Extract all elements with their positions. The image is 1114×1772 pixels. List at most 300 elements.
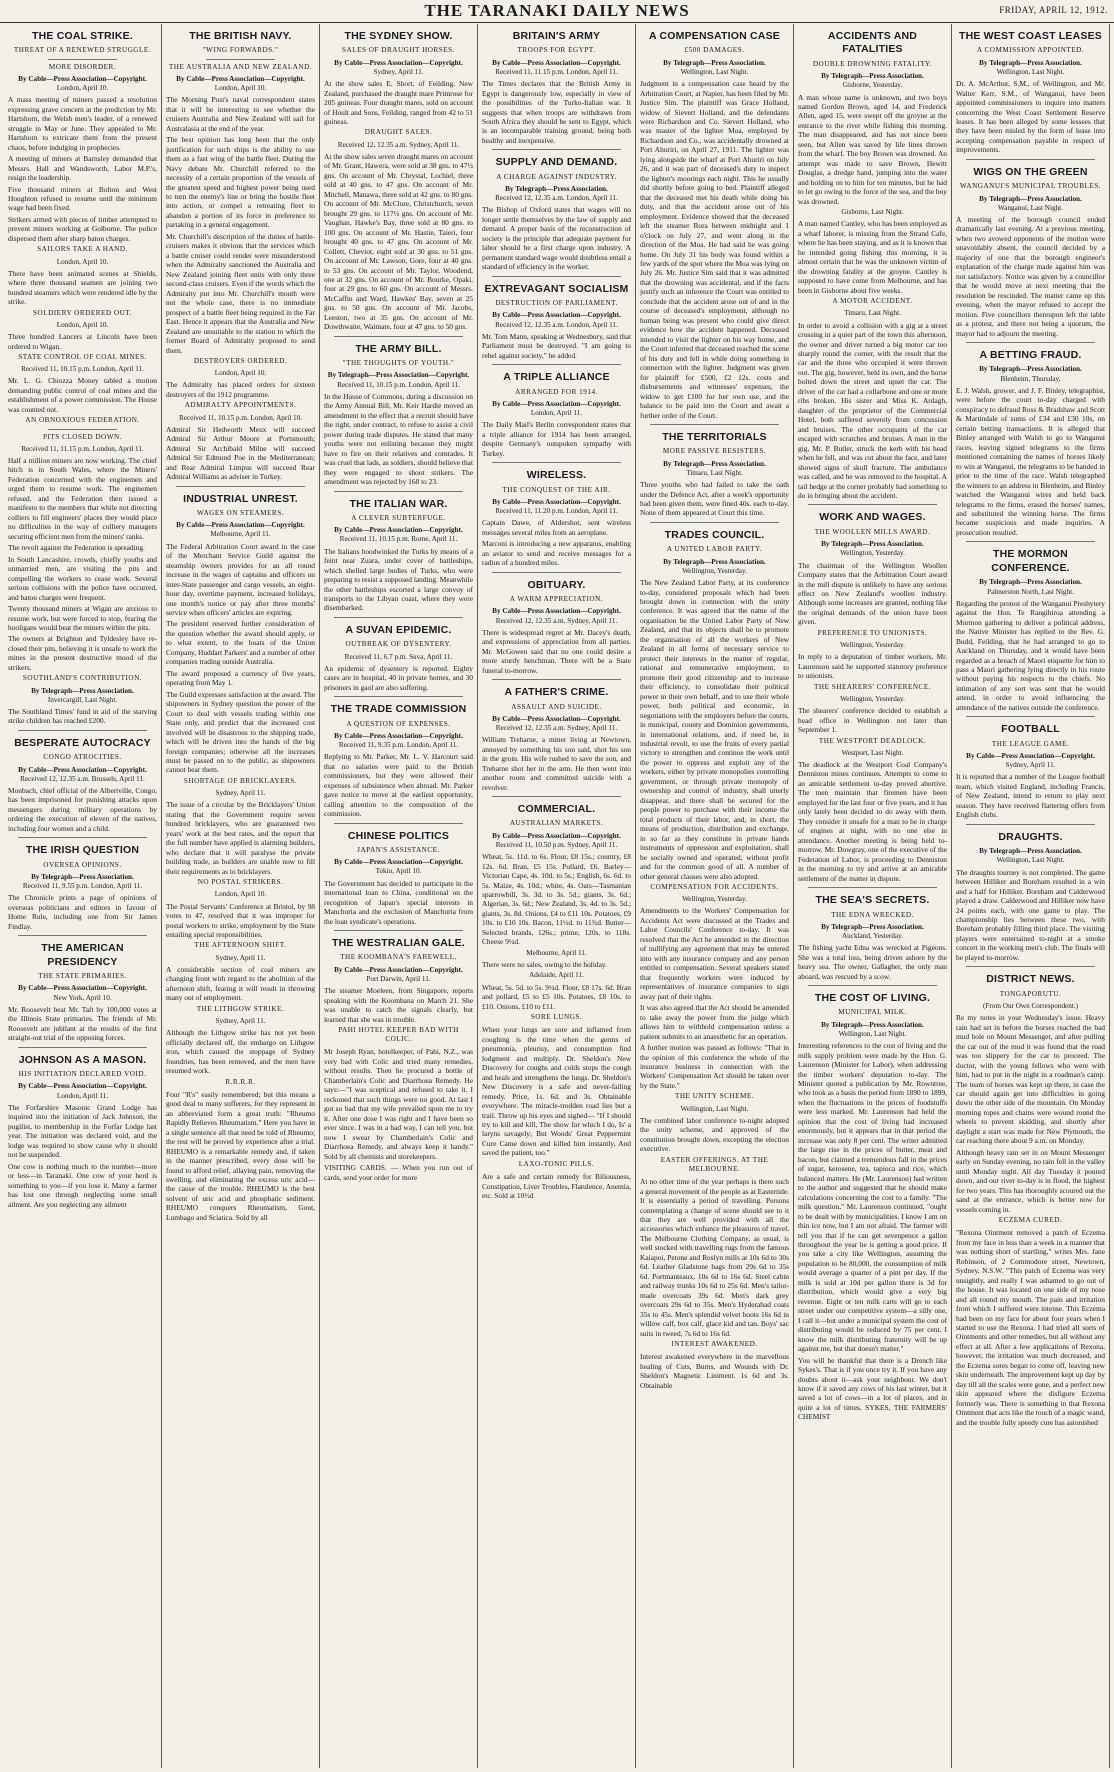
column-rule [492,679,621,680]
dateline: Received 12, 12.35 a.m. Brussels, April 11. [20,774,145,783]
dateline: London, April 10. [214,84,267,93]
article-paragraph: Amendments to the Workers' Compensation for Accidents Act were discussed at the Trades and Labor Councils' Conference to-day. It was resolved that the Act be amended in the direction of nullifying any agreement that may be entered into with any insurance company and any person entitled to compensation. Several speakers stated that frequently workers were induced by representatives of insurance companies to sign away part of their rights. [640,906,789,1001]
article-headline: DRAUGHTS. [998,830,1063,843]
dateline: London, April 10. [214,890,267,899]
wire-credit: By Telegraph—Press Association. [979,58,1082,67]
dateline: Palmerston North, Last Night. [987,587,1074,596]
dateline: Invercargill, Last Night. [47,695,118,704]
column-rule [966,966,1095,967]
wire-credit: By Cable—Press Association—Copyright. [18,765,147,774]
article-subheading: WAGES ON STEAMERS. [196,509,285,518]
dateline: Auckland, Yesterday. [841,931,903,940]
article-paragraph: A mass meeting of miners passed a resolution expressing grave concern at the prediction by Mr. Hartshorn, the Welsh men's leader, of a renewed struggle in May or June. They appealed to Mr. Hartshorn to extricate them from the present chaos, before indulging in prophecies. [8,95,157,152]
article-paragraph: A meeting of miners at Barnsley demanded that Messrs. Hall and Wandsworth, Labor M.P.'s, resign the leadership. [8,154,157,183]
article-subheading: MORE PASSIVE RESISTERS. [662,447,767,456]
article-subheading: MUNICIPAL MILK. [838,1008,907,1017]
article-paragraph: A further motion was passed as follows: "That in the opinion of this conference the whole of the insurance business in connection with the Workers' Compensation Act should be taken over by the State." [640,1043,789,1090]
article-subheading: WANGANUI'S MUNICIPAL TROUBLES. [959,182,1102,191]
article-subheading: A CHARGE AGAINST INDUSTRY. [496,172,617,181]
article-paragraph: The deadlock at the Westport Coal Company's Denniston mines continues. Attempts to come to an amicable settlement to-day proved abortive. The men maintain that firemen have been employed for the last four or five years, and it has only lately been decided to do away with them. They consider it unsafe for a man to be in charge of engines at night, with no one else in attendance. Another meeting is being held to-morrow. Mr. Dowgray, one of the executive of the Federation of Labor, is proceeding to Denniston in the morning to try and arrive at an amicable settlement of the matter in dispute. [798,759,947,883]
article-subheading: "WING FORWARDS." [202,46,279,55]
article-subheading: PREFERENCE TO UNIONISTS. [817,628,928,637]
article-subheading: A QUESTION OF EXPENSES. [346,719,451,728]
article-subheading: JAPAN'S ASSISTANCE. [357,846,440,855]
article-paragraph: Twenty thousand miners at Wigan are anxious to resume work, but were forced to stop, fearing the hooligans would beat the miners within the pits. [8,604,157,632]
article-subheading: INTEREST AWAKENED. [671,1340,758,1349]
article-subheading: ADMIRALTY APPOINTMENTS. [184,401,297,410]
article-headline: TRADES COUNCIL. [664,528,765,541]
column-rule [18,1047,147,1048]
article-paragraph: The Daily Mail's Berlin correspondent states that a triple alliance for 1914 has been arranged, despite Germany's outspoken sympathy with Turkey. [482,420,631,458]
article-subheading: STATE CONTROL OF COAL MINES. [18,353,147,362]
article-paragraph: Although the Lithgow strike has not yet been officially declared off, the embargo on Lithgow iron, which caused the stoppage of Sydney foundries, has been removed, and the men have resumed work. [166,1028,315,1076]
article-subheading: ARRANGED FOR 1914. [515,387,598,396]
article-paragraph: In order to avoid a collision with a gig at a street crossing in a quiet part of the town this afternoon, the owner and driver turned a big motor car too sharply round the corner, with the result that the car and the three who occupied it were thrown out. The gig, however, held its own, and the horse bolted down the street and upset the car. The driver of the car had a collarbone and one or more ribs broken. His sister and Miss K. Ardagh, daughter of the proprietor of the Commercial Hotel, both suffered severely from concussion and bruises. The other occupants of the car escaped with scratches and bruises. A man in the gig, Mr. P. Butler, struck the kerb with his head when he fell, and was cut about the face, and later showed signs of skull fracture. The ambulance was called, and he was removed to the hospital. A tail hedge at the corner probably had something to do in bringing about the accident. [798,320,947,500]
column-rule [334,696,463,697]
article-headline: THE WESTRALIAN GALE. [332,937,465,950]
dateline: Wellington, Last Night. [996,856,1065,865]
article-subheading: THE AUSTRALIA AND NEW ZEALAND. [168,62,313,71]
dateline: Received 11, 10.15 p.m. London, April 10. [178,413,303,422]
wire-credit: By Telegraph—Press Association. [979,194,1082,203]
dateline: London, April 10. [56,84,109,93]
wire-credit: By Telegraph—Press Association. [31,873,134,881]
article-headline: A COMPENSATION CASE [649,30,780,42]
wire-credit: By Cable—Press Association—Copyright. [492,399,621,408]
dateline: Wellington, Yesterday. [840,549,905,558]
article-headline: SUPPLY AND DEMAND. [495,156,618,169]
column-rule [334,823,463,824]
article-subheading: £500 DAMAGES. [684,46,745,55]
article-paragraph: You will be thankful that there is a Drench like Sykes's. That is if you once try it. If you have any doubts about it—ask your neighbour. We don't know if it saved any cows of his last winter, but it saved a lot of cows—in a lot of places, and in quite a lot of times. SYKES, THE FARMERS' CHEMIST [798,1355,947,1422]
dateline: Sydney, April 11. [215,1016,266,1025]
wire-credit: By Telegraph—Press Association. [505,185,608,194]
article-paragraph: VISITING CARDS. — When you run out of cards, send your order for more [324,1163,473,1182]
article-paragraph: An epidemic of dysentery is reported. Eighty cases are in hospital, 40 in private homes, and 30 prisoners in gaol are also suffering. [324,663,473,692]
article-paragraph: It was also agreed that the Act should be amended to take away the power from the judge which allows him to withhold compensation unless a patient submits to an anaesthetic for an operation. [640,1003,789,1041]
column-rule [18,730,147,731]
article-paragraph: The chairman of the Wellington Woollen Company states that the Arbitration Court award in the mill dispute is unlikely to have any serious effect on New Zealand's woollen industry. Although some increases are granted, nothing like the original demands of the union have been given. [798,560,947,627]
article-subheading: MORE DISORDER. [48,62,117,71]
column-rule [966,342,1095,343]
article-headline: THE COAL STRIKE. [31,30,133,42]
article-paragraph: Admiral Sir Hedworth Meux will succeed Admiral Sir Arthur Moore at Portsmouth; Admiral Sir Archibald Milne will succeed Admiral Sir Edmund Poe in the Mediterranean; and Rear Admiral Limpus will succeed Rear Admiral Williams as adviser in Turkey. [166,424,315,482]
column-rule [966,159,1095,160]
article-subheading: SAILORS TAKE A HAND. [37,245,128,254]
column-rule [334,617,463,618]
dateline: Sydney, April 11. [215,789,266,798]
article-paragraph: When your lungs are sore and inflamed from coughing is the time when the germs of pneumonia, pleurisy, and consumption find lodgment and multiply. Dr. Sheldon's New Discovery for coughs and colds stops the cough and heals and strengthens the lungs. Dr. Sheldon's New Discovery is a safe and never-failing remedy. Price, 1s. 6d. and 3s. Obtainable everywhere. The miracle-trodden road lies but a trail. Throw up his eyes and sighed— "If I should try to kill and kill, The show for which I do, Is' a laryns savagely; But Woods' Great Peppermint Cure Came down and killed him instantly, And saved the patient, too." [482,1025,631,1158]
wire-credit: By Telegraph—Press Association. [663,459,766,468]
column-rule [808,985,937,986]
dateline: Received 11, 9.35 p.m. London, April 11. [338,741,459,750]
article-subheading: ECZEMA CURED. [998,1216,1063,1225]
dateline: Received 11, 11.20 p.m. London, April 11. [495,507,618,516]
news-columns [4,24,1110,1768]
dateline: Melbourne, April 11. [210,530,271,539]
dateline: Blenheim, Thursday. [1000,374,1061,383]
article-paragraph: In South Lancashire, crowds, chiefly youths and unmarried men, are visiting the pits and compelling the workers to cease work. Several serious collisions with the police have occurred, and baton charges were frequent. [8,554,157,602]
article-paragraph: At no other time of the year perhaps is there such a general movement of the people as at Eastertide. It is essentially a period of travelling. Persons contemplating a change of scene should see to it that they are well provided with all the accessories which enhance the pleasures of travel. The Melbourne Clothing Company, as usual, is well stocked with travelling rugs from the famous Kaiapoi, Petone and Roslyn mills at 10s 6d to 30s 6d. Leather Gladstone bags from 29s 6d to 35s 6d. Portmanteaux, 10s 6d to 16s 6d. Steel cabin and railway trunks 10s 6d to 25s 6d. Men's tailor-made overcoats 39s 6d. Men's dark grey overcoats 29s 6d to 35s. Men's Hyderabad coats 35s to 45s. Men's splendid velvet boots 16s 6d in willow calf, box calf, glace kid and tan. Boys' sac suits in tweed, 7s 6d to 16s 6d. [640,1177,789,1338]
article-headline: DISTRICT NEWS. [986,973,1075,986]
dateline: Adelaide, April 11. [529,971,584,980]
column-rule [808,887,937,888]
column-rule [176,486,305,487]
article-paragraph: Five thousand miners at Bolton and West Houghton refused to resume until the minimum wage had been fixed. [8,184,157,213]
article-paragraph: A meeting of the borough council ended dramatically last evening. At a previous meeting, when two avowed opponents of the motion were unavoidably absent, the council decided by a majority of one that the borough engineer's explanation of the charge made against him was not satisfactory. Notice was given by a councillor that he would move at next meeting that the resolution be rescinded. The matter came up this evening, when the mayor refused to accept the motion. Five councillors thereupon left the table as a protest, and there not being a quorum, the mayor had to adjourn the meeting. [956,214,1105,338]
article-paragraph: The fishing yacht Edna was wrecked at Pigeons. She was a total loss, being driven ashore by the heavy sea. The owner, Gallagher, the only man aboard, was rescued by a scow. [798,943,947,981]
wire-credit: By Telegraph—Press Association. [821,1020,924,1029]
article-headline: THE TRADE COMMISSION [330,703,467,716]
article-paragraph: Captain Dawe, of Aldershot, sent wireless messages several miles from an aeroplane. [482,518,631,537]
article-paragraph: The New Zealand Labor Party, at its conference to-day, considered proposals which had been brought down in connection with the unity conference. It was agreed that the name of the organisation be the United Labor Party of New Zealand, and that its objects shall be to promote the organisation of all the workers of New Zealand in all forms of necessary service to protect their interests in the matter of regular, rational and remunerative employment, to promote their good citizenship and to increase their efficiency, to consolidate their political power in their own behalf, and to use their whole power, both political and economic, in negotiations with the employers before the courts, in municipal, county and Dominion governments, in international relations, and, if need be, in industrial revolt, to use the fruits of every partial victory to strengthen and continue the work until the power to oppress and exploit any of the workers, either by private monopolies controlling government, or through private monopoly of ownership and control of industry, shall utterly disappear, and there shall be secured for the people power to purchase with their income the total products of their labor, and, in short, the means of production, distribution and exchange, in so far as they constitute in private hands instruments of oppression and exploitation, shall be socially owned and operated, without profit and for the common good of all. A number of other general clauses were also adopted. [640,578,789,881]
article-paragraph: One cow is nothing much to the number—more or less—in Taranaki. One cow of your herd is something to you—if you lose it. Many a farmer has lost one through neglecting some small ailment. Are you neglecting any ailment [8,1161,157,1209]
wire-credit: By Cable—Press Association—Copyright. [492,58,621,67]
article-headline: INDUSTRIAL UNREST. [183,492,298,505]
article-paragraph: "Rexona Ointment removed a patch of Eczema from my face in less than a week in a manner that was nothing short of startling," writes Mrs. Jane Robinson, of 2 Commodore street, Newtown, Sydney, N.S.W. "This patch of Eczema was very unsightly, and really I was ashamed to go out of the house. It was located on one side of my nose and all round my mouth. The pain and irritation from which I suffered were intense. This Eczema had been on my face for about four years when I started to use the Rexona. I had tried all sorts of Ointments and other remedies, but all without any effect at all. After a few applications of Rexona, however, the irritation was much decreased, and the Eczema sores began to come off, leaving new skin underneath. The improvement kept up day by day till all the scales were gone, and a perfect new skin appeared where the disfigure Eczema formerly was. There is something in that Rexona Ointment that acts like the touch of a magic wand, and the trouble fully speedy cure has astonished [956,1228,1105,1427]
dateline: Gisborne, Yesterday. [842,81,903,90]
dateline: Wanganui, Last Night. [998,203,1063,212]
dateline: Received 12, 12.35 a.m. London, April 11. [495,320,618,329]
article-subheading: THE WESTPORT DEADLOCK. [818,736,927,745]
issue-date: FRIDAY, APRIL 12, 1912. [999,5,1108,15]
article-subheading: SALES OF DRAUGHT HORSES. [342,46,455,55]
article-paragraph: The draughts tourney is not completed. The game between Hilliker and Boreham resulted in a win and a half for Hilliker. Boreham and Calderwood played a draw. Calderwood and Hilliker now have 24 points each, with one game to play. The championship lies between these two, with Boreham probably filling third place. The visiting players were entertained to-night at a smoke concert in the working men's club. The finals will be played to-morrow. [956,867,1105,962]
article-headline: THE SYDNEY SHOW. [344,30,453,42]
article-subheading: THE KOOMBANA'S FAREWELL. [340,953,457,962]
article-paragraph: William Treharne, a miner living at Newtown, annoyed by something his son said, shot his son in the groin. His wife rushed to save the son, and Treharne shot her in the arm. He then went into another room and committed suicide with a revolver. [482,735,631,792]
article-headline: CHINESE POLITICS [347,829,450,842]
article-paragraph: Mr. L. G. Chiozza Money tabled a motion demanding public control of coal mines and the establishment of a power commission. The House was counted out. [8,376,157,414]
wire-credit: By Cable—Press Association—Copyright. [176,521,305,530]
dateline: Received 11, 10.15 p.m. Rome, April 11. [339,535,458,544]
article-paragraph: The shearers' conference decided to establish a head office in Wellington not later than September 1. [798,706,947,735]
article-headline: WIRELESS. [526,469,587,482]
article-headline: FOOTBALL [1001,723,1060,736]
article-headline: A BETTING FRAUD. [979,349,1082,362]
dateline: Wellington, Last Night. [680,67,749,76]
article-subheading: SOLDIERY ORDERED OUT. [33,308,132,317]
article-paragraph: The Postal Servants' Conference at Bristol, by 98 votes to 47, resolved that it was improper for postal workers to strike, employment by the State entailing special responsibilities. [166,901,315,939]
column-rule [808,504,937,505]
wire-credit: By Cable—Press Association—Copyright. [18,74,147,83]
article-headline: ACCIDENTS AND FATALITIES [827,30,918,56]
article-headline: A TRIPLE ALLIANCE [503,371,610,384]
article-headline: WIGS ON THE GREEN [973,165,1088,178]
article-paragraph: The Times declares that the British Army in Egypt is dangerously low, especially in view of the possibilities of the Turko-Italian war. It suggests that when troops are withdrawn from South Africa they should be sent to Egypt, which is an incomparable training ground, being both healthy and inexpensive. [482,79,631,145]
dateline: London, April 11. [530,409,583,418]
wire-credit: By Cable—Press Association—Copyright. [492,497,621,506]
article-subheading: DESTROYERS ORDERED. [193,356,288,365]
dateline: Received 12, 12.35 a.m. London, April 11. [495,194,618,203]
news-column [162,24,320,1768]
wire-credit: By Telegraph—Press Association. [979,847,1082,856]
dateline: Wellington, Yesterday. [682,895,747,904]
article-headline: THE BRITISH NAVY. [189,30,292,42]
column-rule [334,930,463,931]
column-rule [966,824,1095,825]
article-headline: THE COST OF LIVING. [814,992,931,1005]
article-paragraph: Replying to Mr. Parker, Mr. L. V. Harcourt said that no salaries were paid to the British commissioners, but they were allowed their expenses of subsistence when abroad. Mr. Parker gave notice to move at the earliest opportunity, calling attention to the composition of the commission. [324,752,473,819]
column-rule [492,796,621,797]
wire-credit: By Cable—Press Association—Copyright. [18,1082,147,1091]
article-subheading: CONGO ATROCITIES. [43,753,122,762]
article-subheading: TONGAPORUTU. [999,989,1062,998]
article-subheading: THE EDNA WRECKED. [831,910,914,919]
article-paragraph: Mr. Tom Mann, speaking at Wednesbury, said that Parliament must be destroyed. "I am going to rebel against society," he added. [482,331,631,360]
article-paragraph: The Italians hoodwinked the Turks by means of a feint near Zuara, under cover of battleships, which shelled large bodies of Turks, who were preparing to resist a supposed landing. Meanwhile the other battleships escorted a large convoy of transports to the Libyan coast, where they were disembarked. [324,546,473,613]
article-paragraph: Dr. A. McArthur, S.M., of Wellington, and Mr. Walter Kerr, S.M., of Wanganui, have been appointed commissioners to inquire into matters concerning the West Coast Settlement Reserve leases. It has been alleged by some lessees that they have been misled by the form of lease into accepting compensation payable in respect of improvements. [956,79,1105,155]
article-paragraph: The Admiralty has placed orders for sixteen destroyers of the 1912 programme. [166,380,315,399]
article-paragraph: It is reported that a number of the League football team, which visited England, including Francis, of New Zealand, intend to return to play next season. They have received flattering offers from English clubs. [956,772,1105,820]
article-headline: THE IRISH QUESTION [25,844,140,857]
article-paragraph: A considerable section of coal miners are changing front with regard to the abolition of the afternoon shift, fearing it will result in throwing many out of employment. [166,964,315,1003]
wire-credit: By Cable—Press Association—Copyright. [176,74,305,83]
wire-credit: By Telegraph—Press Association. [979,365,1082,374]
dateline: Received 11, 11.15 p.m. London, April 11. [495,67,618,76]
news-column [794,24,952,1768]
dateline: Received 12, 12.35 a.m. Sydney, April 11. [495,723,618,732]
dateline: Wellington, Last Night. [996,67,1065,76]
column-rule [492,462,621,463]
article-paragraph: Mr. Churchill's description of the duties of battle-cruisers makes it obvious that the services which a battle cruiser could render were misunderstood when the Admiralty sanctioned the Australia and New Zealand joining fleet units with only three second-class cruisers. Even if the words which the Admiralty put into Mr. Churchill's mouth were not the whole case, there is no immediate prospect of a battle fleet being required in the Far East. Hence it appears that the Australia and New Zealand are unsuitable to the station to which the former Board of Admiralty proposed to send them. [166,231,315,355]
column-rule [334,491,463,492]
wire-credit: By Telegraph—Press Association. [979,578,1082,587]
dateline: Received 11, 10.50 p.m. Sydney, April 11. [495,840,618,849]
article-subheading: SORE LUNGS. [530,1013,583,1022]
article-paragraph: Four "R's" easily remembered; but this means a good deal to many sufferers, for they represent in an abbreviated form a great truth: "Rheumo Rapidly Relieves Rheumatism." Here you have in a single sentence all that need be told of Rheumo; the rest will be proved by experience after a trial. RHEUMO is a remarkable remedy and, if taken in the manner prescribed, every dose will be found to afford relief, allaying pain, removing the swelling, and eliminating the excess uric acid—the cause of the trouble. RHEUMO is the best solvent of uric acid and phosphatic sediment. RHEUMO conquers Rheumatism, Gout, Lumbago and Sciatica. Sold by all [166,1089,315,1222]
article-paragraph: In reply to a deputation of timber workers, Mr. Laurenson said he supported statutory preference to unionists. [798,652,947,681]
article-headline: BRITAIN'S ARMY [512,30,601,42]
article-paragraph: Interesting references to the cost of living and the milk supply problem were made by the Hon. G. Laurenson (Minister for Labor), when addressing the timber workers' deputation to-day. The Minister quoted a publication by Mr. Rowntree, who took as a basis the period from 1890 to 1899, when the fluctuations in the prices of foodstuffs were less marked. Mr. Laurenson had held the opinion that the cost of living had increased enormously, but it appears that in that period the increase was only 8 per cent. The writer admitted the large rise in the prices of butter, meat and bacon, but claimed a tremendous fall in the prices of sugar, kerosene, tea, tapioca and rice, which balanced matters. He (Mr. Laurenson) had written to the author and suggested that he should make calculations concerning the cost to a family. "The milk question," Mr. Laurenson continued, "ought to be dealt with by municipalities. I know I am on thin ice now, but I am not afraid. The farmer will tell you that if he can get sevenpence a gallon throughout the year he is getting a good price. If you take a city like Wellington, assuming the population to be 80,000, the consumption of milk would average a quarter of a pint per day. If the milk is sold at 10d per gallon there is 3d for distribution, which would give a very big revenue. Eight or ten milk carts will go to each street under our competitive system—a silly one, I call it—but under a municipal system the cost of distributing would be reduced by 75 per cent. I know the milk distributing fraternity will be up against me, but that doesn't matter." [798,1041,947,1354]
wire-credit: By Cable—Press Association—Copyright. [492,311,621,320]
article-subheading: A MOTOR ACCIDENT. [832,297,913,306]
column-rule [492,364,621,365]
article-paragraph: There were no sales, owing to the holiday. [482,960,607,969]
article-subheading: COMPENSATION FOR ACCIDENTS. [650,883,779,892]
dateline: Tokio, April 10. [375,867,422,876]
wire-credit: By Cable—Press Association—Copyright. [492,607,621,616]
article-paragraph: Strikers armed with pieces of timber attempted to prevent miners working at Golborne. The police dispersed them after sharp baton charges. [8,214,157,243]
article-paragraph: Three hundred Lancers at Lincoln have been ordered to Wigan. [8,332,157,351]
wire-credit: By Cable—Press Association—Copyright. [334,526,463,535]
article-paragraph: Wheat, 5s. 11d. to 6s. Flour, £8 15s.; country, £8 12s. 6d. Bran, £5 15s. Pollard, £6. Barley—Victorian Cape, 4s. 10d. to 5s.; English, 6s. 6d. to 5s. Maize, 4s. 10d.; white, 4s. Oats—Tasmanian sparrowbill, 3s. 3d. to 3s. 5d.; giants, 3s. 6d.; Algerian, 3s. 6d.; New Zealand, 3s. 4d. to 3s. 5d.; giants, 3s. 8d. Onions, £4 to £11 10s. Potatoes, £9 10s. to £10 10s. Bacon, 11½d. to 11¾d. Butter—Selected brands, 126s.; prime, 120s. to 118s. Cheese 9¼d. [482,852,631,947]
dateline: Received 11, 9.55 p.m. London, April 11. [22,882,143,891]
dateline: Sydney, April 11. [215,953,266,962]
article-paragraph: The Chronicle prints a page of opinions of overseas politicians and editors in favour of Home Rule, including one from Sir James Findlay. [8,893,157,931]
article-subheading: LAXO-TONIC PILLS. [518,1159,595,1168]
newspaper-title: THE TARANAKI DAILY NEWS [424,1,690,20]
wire-credit: By Cable—Press Association—Copyright. [966,752,1095,760]
article-paragraph: Three youths who had failed to take the oath under the Defence Act, after a week's opportunity had been given them, were fined 40s. each to-day. None of them appeared at Court this time. [640,480,789,518]
article-subheading: THE LITHGOW STRIKE. [196,1004,285,1013]
article-paragraph: Interest awakened everywhere in the marvellous healing of Cuts, Burns, and Wounds with Dr. Sheldon's Magnetic Liniment. 1s 6d and 3s. Obtainable [640,1352,789,1390]
article-headline: A SUVAN EPIDEMIC. [345,623,452,636]
article-subheading: PAHI HOTEL KEEPER BAD WITH COLIC. [338,1026,459,1044]
dateline: Wellington, Yesterday. [840,641,905,650]
article-headline: THE TERRITORIALS [662,430,767,443]
wire-credit: By Cable—Press Association—Copyright. [334,58,463,67]
column-rule [492,276,621,277]
dateline: Received 12, 12.35 a.m. Sydney, April 11. [495,616,618,625]
wire-credit: By Telegraph—Press Association. [821,72,924,81]
masthead [0,0,1114,23]
column-rule [492,572,621,573]
article-paragraph: The Government has decided to participate in the international loan to China, conditional on the recognition of Japan's special interests in Manchuria and the exclusion of Manchuria from the loan syndicate's operations. [324,878,473,926]
article-subheading: THE WOOLLEN MILLS AWARD. [814,527,931,536]
article-paragraph: At the show sales E. Short, of Feilding, New Zealand, purchased the draught mare Primrose for 205 guineas. Four draught mares, sold on account of Hoult and Sons, Feilding, ranged from 42 to 51 guineas. [324,79,473,126]
article-paragraph: The issue of a circular by the Bricklayers' Union stating that the Government require seven hundred bricklayers, who are guaranteed two years' work at the best rates, and the report that the full number have applied is alarming builders, who declare that it will paralyse the private building trade, as builders are unable now to fill their requirements as to bricklayers. [166,800,315,876]
article-paragraph: The steamer Moeleen, from Singapore, reports speaking with the Koombana on March 21. She was unable to catch the signals clearly, but learned that she was in trouble. [324,986,473,1024]
article-subheading: DRAUGHT SALES. [364,128,433,137]
article-subheading: THE LEAGUE GAME. [991,739,1070,748]
article-paragraph: Regarding the protest of the Wanganui Presbytery against the Hon. Te Rangihiroa attending a Mormon gathering to deliver a political address, the Native Minister has replied to the Rev. G. Budd, Feilding, that he had arranged to go to Auckland on Thursday, and it would have been regarded as a breach of Maori etiquette for him to pass a Maori gathering lying directly in his route without paying his respects to the chiefs. No intimation of any sort was sent that he would attend, in order to avoid influencing the attendance of the natives outside the conference. [956,598,1105,712]
news-column [636,24,794,1768]
article-subheading: OVERSEA OPINIONS. [43,860,122,869]
article-headline: WORK AND WAGES. [819,511,926,524]
article-paragraph: E. J. Walsh, grower, and J. F. Binley, telegraphist, were before the court to-day charged with conspiracy to defraud Ross & Bradshaw and Scott & Martindale of sums of £34 and £30 10s, on certain betting transactions. It is alleged that Binley arranged with Walsh to go to Wanganui races, leaving signed telegrams to the firms mentioned containing the names of horses likely to win at Wanganui, the telegrams to be handed in prior to the time of the race. Walsh telegraphed the winners to an address in Blenheim, and Binley watched the Wanganui wires and held back telegrams to the firms, erased the horses' names, and substituted the winning horse. The firms became suspicious and made inquiries. A prosecution resulted. [956,385,1105,537]
article-paragraph: Mr Joseph Ryan, hotelkeeper, of Pahi, N.Z., was very bad with Colic and tried many remedies, without results. Then he procured a bottle of Chamberlain's Colic and Diarrhoea Remedy. He says:—"I was sceptical and refused to take it. I reckoned that such things were no good. At last I got so bad that my wife prevailed upon me to try it. After one dose I was right and I have been so ever since. I was in a bad way, I can tell you, but now I swear by Chamberlain's Colic and Diarrhoea Remedy, and always keep it handy." Sold by all chemists and storekeepers. [324,1047,473,1161]
article-paragraph: Marconi is introducing a new apparatus, enabling an aviator to send and receive messages for a radius of a hundred miles. [482,539,631,568]
dateline: London, April 11. [56,1091,109,1100]
article-headline: THE ITALIAN WAR. [349,497,448,510]
article-subheading: DOUBLE DROWNING FATALITY. [812,59,933,68]
dateline: Wellington, Last Night. [680,1104,749,1113]
article-headline: A FATHER'S CRIME. [504,686,609,699]
dateline: Sydney, April 11. [373,67,424,76]
article-subheading: SOUTHLAND'S CONTRIBUTION. [22,674,143,683]
article-subheading: PITS CLOSED DOWN. [43,432,122,441]
dateline: Received 11, 10.15 p.m. London, April 11. [21,365,144,374]
sub-rule [206,59,275,60]
dateline: Timaru, Last Night. [686,468,743,477]
column-rule [492,149,621,150]
article-paragraph: Mr. Roosevelt beat Mr. Taft by 100,000 votes at the Illinois State primaries. The friends of Mr. Roosevelt are jubilant at the results of the first straight-out trial of the opposing forces. [8,1004,157,1043]
news-column [478,24,636,1768]
column-rule [650,522,779,523]
article-headline: THE WEST COAST LEASES [958,30,1103,42]
article-subheading: TROOPS FOR EGYPT. [517,46,596,55]
article-paragraph: The owners at Brighton and Tyldesley have re-closed their pits, believing it is unsafe to work the mines in the present destructive mood of the strikers. [8,634,157,672]
article-subheading: THE SHEARERS' CONFERENCE. [813,682,932,691]
article-subheading: A WARM APPRECIATION. [509,595,604,604]
wire-credit: By Telegraph—Press Association. [31,686,134,695]
dateline: (From Our Own Correspondent.) [982,1002,1079,1010]
dateline: Received 11, 11.15 p.m. London, April 11. [21,444,144,453]
article-headline: BESPERATE AUTOCRACY [14,736,151,749]
article-subheading: THE CONQUEST OF THE AIR. [502,485,611,494]
article-headline: OBITUARY. [527,578,586,591]
wire-credit: By Cable—Press Association—Copyright. [18,984,147,993]
wire-credit: By Cable—Press Association—Copyright. [492,831,621,840]
article-paragraph: The award proposed a currency of five years, operating from May 1. [166,668,315,688]
dateline: Gisborne, Last Night. [841,208,904,217]
article-paragraph: Judgment in a compensation case heard by the Arbitration Court, at Napier, has been filed by Mr. Justice Sim. The plaintiff was Grace Holland, widow of Sievert Holland, and the defendants were Richardson and Co. Sievert Holland, who was master of the lighter Moa, employed by Richardson and Co., was accidentally drowned at Port Ahuriri, on April 27, 1911. The lighter was lying alongside the wharf at Port Ahuriri on July 26, and it was part of deceased's duty to inspect the lighter's moorings each night. This he usually did shortly before going to bed. Plaintiff alleged that the deceased met his death while doing his duty, and that the accident arose out of his employment. Evidence showed that the deceased left the steamer Rora between midnight and 1 o'clock on July 27, and went along in the direction of the Moa. He had said he was going home. On July 31 his body was found within a few yards of the spot where the Moa was lying on July 26. Mr. Justice Sim said that it was admitted that the drowning was accidental, and if the facts justify such an inference the Court was entitled to conclude that the accident arose out of and in the course of deceased's employment, although no human being was present who could give direct evidence how the accident happened. Deceased intended to visit the lighter on his way home, and the Court inferred that deceased reached the scene of his duty and fell in while doing something in connection with the lighter. Judgment was given for plaintiff for £500, £2 12s. costs and disbursements and witnesses' expenses, the widow to get £100 for her own use, and the balance to be paid into the Court and await a further order of the Court. [640,79,789,420]
dateline: Received 11, 10.15 p.m. London, April 11. [337,380,460,389]
article-subheading: DESTRUCTION OF PARLIAMENT. [495,299,618,308]
article-paragraph: The best opinion has long been that the only justification for such ships is the ability to use them as a fast wing of the battle fleet. During the Navy debate Mr. Churchill referred to the necessity of a certain proportion of the vessels of the greatest speed and highest power being used to turn the enemy's line or bring the hostile fleet into action, or compel a retreating fleet to abandon a portion of its force in preference to partaking in a general engagement. [166,135,315,230]
wire-credit: By Cable—Press Association—Copyright. [334,858,463,867]
dateline: Melbourne, April 11. [526,948,587,957]
article-paragraph: Re my notes in your Wednesday's issue. Heavy rain had set in before the horses reached the bad mud hole on Mount Messenger, and after pulling the car out of the mud it was found that the road was too slippery for the car to proceed. The doctor, with the young fellows who were with him, had to put in the night in a roadman's camp. The team of horses was kept up there, in case the car should again get into difficulties in going down the other side of the mountain. On Monday morning ropes and chains were wound round the wheels to prevent skidding, and shortly after daylight a start was made for New Plymouth, the car reaching there about 9 a.m. on Monday. [956,1013,1105,1146]
article-paragraph: The Federal Arbitration Court award in the case of the Merchant Service Guild against the steamship owners provides for an all round increase in the wages of captains and officers on inter-State passenger and cargo vessels, an eight-hour day, overtime payment, increased holidays, one month's notice or pay after three months' service when officers' articles are expiring. [166,541,315,617]
article-paragraph: A man named Cantley, who has been employed as a wharf laborer, is missing from the Strand Cafe, where he has been staying, and as it is known that he intended going fishing this morning, it is almost certain that he was the unknown victim of the drowning fatality at the groyne. Cantley is supposed to have come from Melbourne, and has been in Gisborne about five weeks. [798,219,947,295]
article-paragraph: A man whose name is unknown, and two boys named Gordon Brown, aged 14, and Frederick Allen, aged 15, were swept off the groyne at the entrance to the river while fishing this morning. The man disappeared, and has not since been seen, but Allen was saved by life lines thrown from the wharf. The boy Brown was drowned. An attempt was made to save Brown, Hewitt Douglas, a dredge hand, jumping into the water and holding on to him for ten minutes, but he had to let go owing to the force of the sea, and the boy was drowned. [798,92,947,206]
article-subheading: HIS INITIATION DECLARED VOID. [18,1070,147,1079]
article-paragraph: There is widespread regret at Mr. Dacey's death, and expressions of appreciation from all parties. Mr. McGowen said that no one could desire a more sturdy henchman. There will be a State funeral to-morrow. [482,627,631,675]
article-paragraph: Although heavy rain set in on Mount Messenger early on Sunday evening, no rain fell in the valley until Monday night. All day Tuesday it poured down, and our river to-day is in flood, the highest for two years. This has thoroughly scoured out the sand at the entrance, which is better now for vessels coming in. [956,1147,1105,1214]
dateline: Wellington, Yesterday. [682,566,747,575]
article-headline: THE ARMY BILL. [355,342,442,355]
dateline: London, April 10. [56,257,109,266]
news-column [952,24,1110,1768]
wire-credit: By Cable—Press Association—Copyright. [492,714,621,723]
wire-credit: By Cable—Press Association—Copyright. [334,731,463,740]
dateline: Received 12, 12.35 a.m. Sydney, April 11. [337,140,460,149]
article-headline: THE MORMON CONFERENCE. [991,548,1070,574]
column-rule [650,424,779,425]
article-headline: EXTREVAGANT SOCIALISM [484,282,629,295]
news-column [320,24,478,1768]
wire-credit: By Cable—Press Association—Copyright. [334,965,463,974]
column-rule [966,541,1095,542]
article-paragraph: Are a safe and certain remedy for Biliousness, Constipation, Liver Troubles, Flatulence, Anemia, etc. Sold at 10½d [482,1172,631,1201]
article-subheading: THREAT OF A RENEWED STRUGGLE. [13,46,152,55]
article-headline: JOHNSON AS A MASON. [18,1053,147,1066]
article-paragraph: The revolt against the Federation is spreading. [8,543,145,553]
article-paragraph: The Bishop of Oxford states that wages will no longer settle themselves by the law of supply and demand. A proper basis of the reconstruction of society is the principle that adequate payment for labor should be a first charge upon industry. A permanent standard wage would doubtless entail a standard of efficiency in the worker. [482,205,631,272]
article-subheading: SHORTAGE OF BRICKLAYERS. [183,776,298,785]
article-subheading: THE STATE PRIMARIES. [38,972,127,981]
article-subheading: A CLEVER SUBTERFUGE. [351,514,446,522]
article-paragraph: The president reserved further consideration of the question whether the award should apply, or to what extent, to the boats of the Union Company, Huddart Parkers' and a number of other companies trading outside Australia. [166,619,315,667]
article-subheading: A UNITED LABOR PARTY. [666,545,763,554]
article-subheading: "THE THOUGHTS OF YOUTH." [342,359,455,368]
column-rule [334,336,463,337]
article-subheading: EASTER OFFERINGS. AT THE MELBOURNE. [660,1155,769,1173]
article-paragraph: The Southland Times' fund in aid of the starving strike children has reached £200. [8,706,157,726]
article-paragraph: The combined labor conference to-night adopted the unity scheme, and approved of the constitution brought down, excepting the election executive. [640,1115,789,1154]
article-subheading: AUSTRALIAN MARKETS. [509,819,604,828]
sub-rule [48,59,117,60]
article-subheading: OUTBREAK OF DYSENTERY. [345,640,452,649]
wire-credit: By Telegraph—Press Association. [663,58,766,67]
article-paragraph: At the show sales seven draught mares on account of Mr. Grant, Hawera, were sold at 38 gns. to 47½ gns. On account of Mr. Chrystal, Lochiel, three sold at 40 gns. to 47 gns. On account of Mr. Mitchell, Manawa, three sold at 42 gns. to 80 gns. On account of Mr. McClure, Christchurch, seven brought 29 gns. to 117½ gns. On account of Mr. Vaughan, Hawke's Bay, three sold at 80 gns. to 100 gns. On account of Mr. Hastie, Taieri, four brought 40 gns. to 47 gns. On account of Mr. Collett, Cheviot, eight sold at 30 gns. to 51 gns. On account of Mr. Lawson, Gore, four at 40 gns. to 53 gns. On account of Mr. Taylor, Woodend, one at 32 gns. On account of Mr. Bourke, Opaki, four at 29 gns. to 60 gns. On account of Messrs. McCaffin and Ward, Hawkes' Bay, seven at 25 gns. to 50 gns. On account of Mr. Jacobs, Leeston, two at 35 gns. On account of Mr. Dowthwaite, Waimate, four at 47 gns. to 50 gns. [324,151,473,332]
dateline: London, April 10. [56,320,109,329]
dateline: Port Darwin, April 11. [366,974,431,983]
dateline: Sydney, April 11. [1005,761,1056,770]
article-paragraph: In the House of Commons, during a discussion on the Army Annual Bill, Mr. Keir Hardie moved an amendment to the effect that a recruit should have the right, under contract, to refuse to assist a civil power during trade disputes. He stated that many youths were not enlisting because they might have to fire on their relatives and comrades. It was cruel that lads, as soldiers, should believe that they were engaged to shoot strikers. The amendment was rejected by 168 to 23. [324,391,474,487]
article-paragraph: Half a million miners are now working. The chief hitch is in South Wales, where the Miners' Federation concerned with the enginemen and urged them to resume work. The enginemen refused, and the Federation then issued a manifesto to the members that while not directing colliers to fill engineers' places they would place no difficulties in the way of colliery managers securing efficient men from the miners' ranks. [8,456,157,541]
article-paragraph: Wheat, 5s. 5d. to 5s. 9¼d. Flour, £8 17s. 6d. Bran and pollard, £5 to £5 10s. Potatoes, £8 10s. to £10. Onions, £10 to £11. [482,982,631,1011]
column-rule [18,935,147,936]
article-subheading: ASSAULT AND SUICIDE. [511,702,602,711]
article-subheading: R.R.R.R. [225,1077,256,1086]
article-paragraph: The Morning Post's naval correspondent states that it will be interesting to see whether the cruisers Australia and New Zealand will sail for Australasia at the end of the year. [166,95,315,133]
dateline: New York, April 10. [53,993,112,1002]
wire-credit: By Telegraph—Press Association. [821,540,924,549]
dateline: Westport, Last Night. [841,748,904,757]
dateline: Wellington, Yesterday. [840,694,905,703]
wire-credit: By Telegraph—Press Association. [821,922,924,931]
wire-credit: By Telegraph—Press Association—Copyright. [327,371,470,380]
article-subheading: THE AFTERNOON SHIFT. [194,941,287,950]
dateline: Wellington, Last Night. [838,1029,907,1038]
news-column [4,24,162,1768]
article-subheading: A COMMISSION APPOINTED. [976,46,1085,55]
article-headline: THE SEA'S SECRETS. [815,894,930,907]
column-rule [18,837,147,838]
